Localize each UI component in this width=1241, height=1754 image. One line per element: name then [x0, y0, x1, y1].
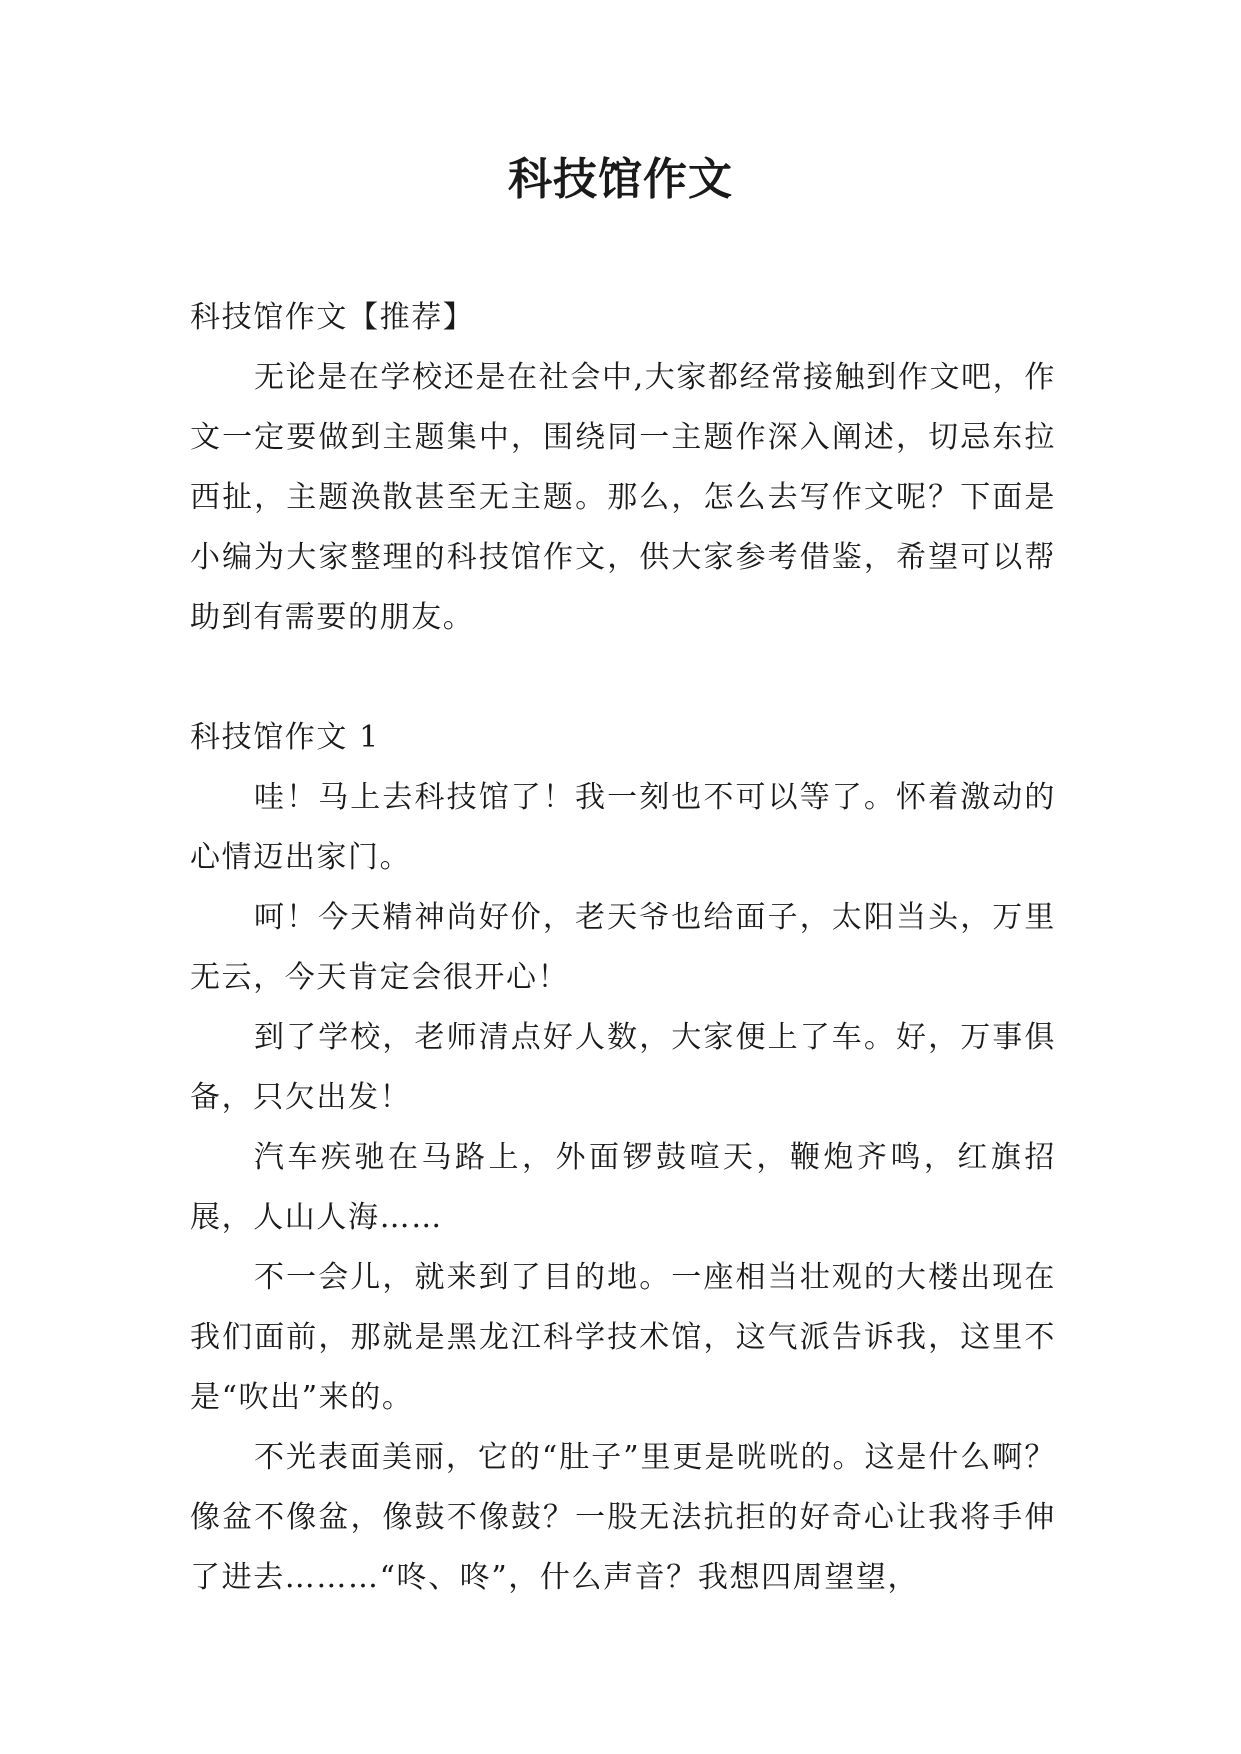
intro-paragraph: 无论是在学校还是在社会中,大家都经常接触到作文吧，作文一定要做到主题集中，围绕同一主题作深入阐述，切忌东拉西扯，主题涣散甚至无主题。那么，怎么去写作文呢？下面是小编为大家整理的科技馆作文，供大家参考借鉴，希望可以帮助到有需要的朋友。 [190, 360, 1056, 635]
section-spacer [190, 648, 1056, 708]
essay-1-heading: 科技馆作文 1 [190, 720, 380, 755]
intro-heading: 科技馆作文【推荐】 [190, 300, 475, 335]
essay-1-paragraph: 不一会儿，就来到了目的地。一座相当壮观的大楼出现在我们面前，那就是黑龙江科学技术馆，这气派告诉我，这里不是“吹出”来的。 [190, 1260, 1056, 1415]
essay-1-paragraph: 汽车疾驰在马路上，外面锣鼓喧天，鞭炮齐鸣，红旗招展，人山人海…… [190, 1140, 1056, 1235]
essay-1-paragraph: 哇！马上去科技馆了！我一刻也不可以等了。怀着激动的心情迈出家门。 [190, 780, 1056, 875]
document-body [190, 288, 1056, 1608]
essay-1-paragraph: 呵！今天精神尚好价，老天爷也给面子，太阳当头，万里无云，今天肯定会很开心！ [190, 900, 1056, 995]
document-title: 科技馆作文 [508, 154, 733, 205]
essay-1-paragraph: 不光表面美丽，它的“肚子”里更是咣咣的。这是什么啊？像盆不像盆，像鼓不像鼓？一股无法抗拒的好奇心让我将手伸了进去………“咚、咚”，什么声音？我想四周望望， [190, 1440, 1056, 1595]
essay-1-paragraph: 到了学校，老师清点好人数，大家便上了车。好，万事俱备，只欠出发！ [190, 1020, 1056, 1115]
